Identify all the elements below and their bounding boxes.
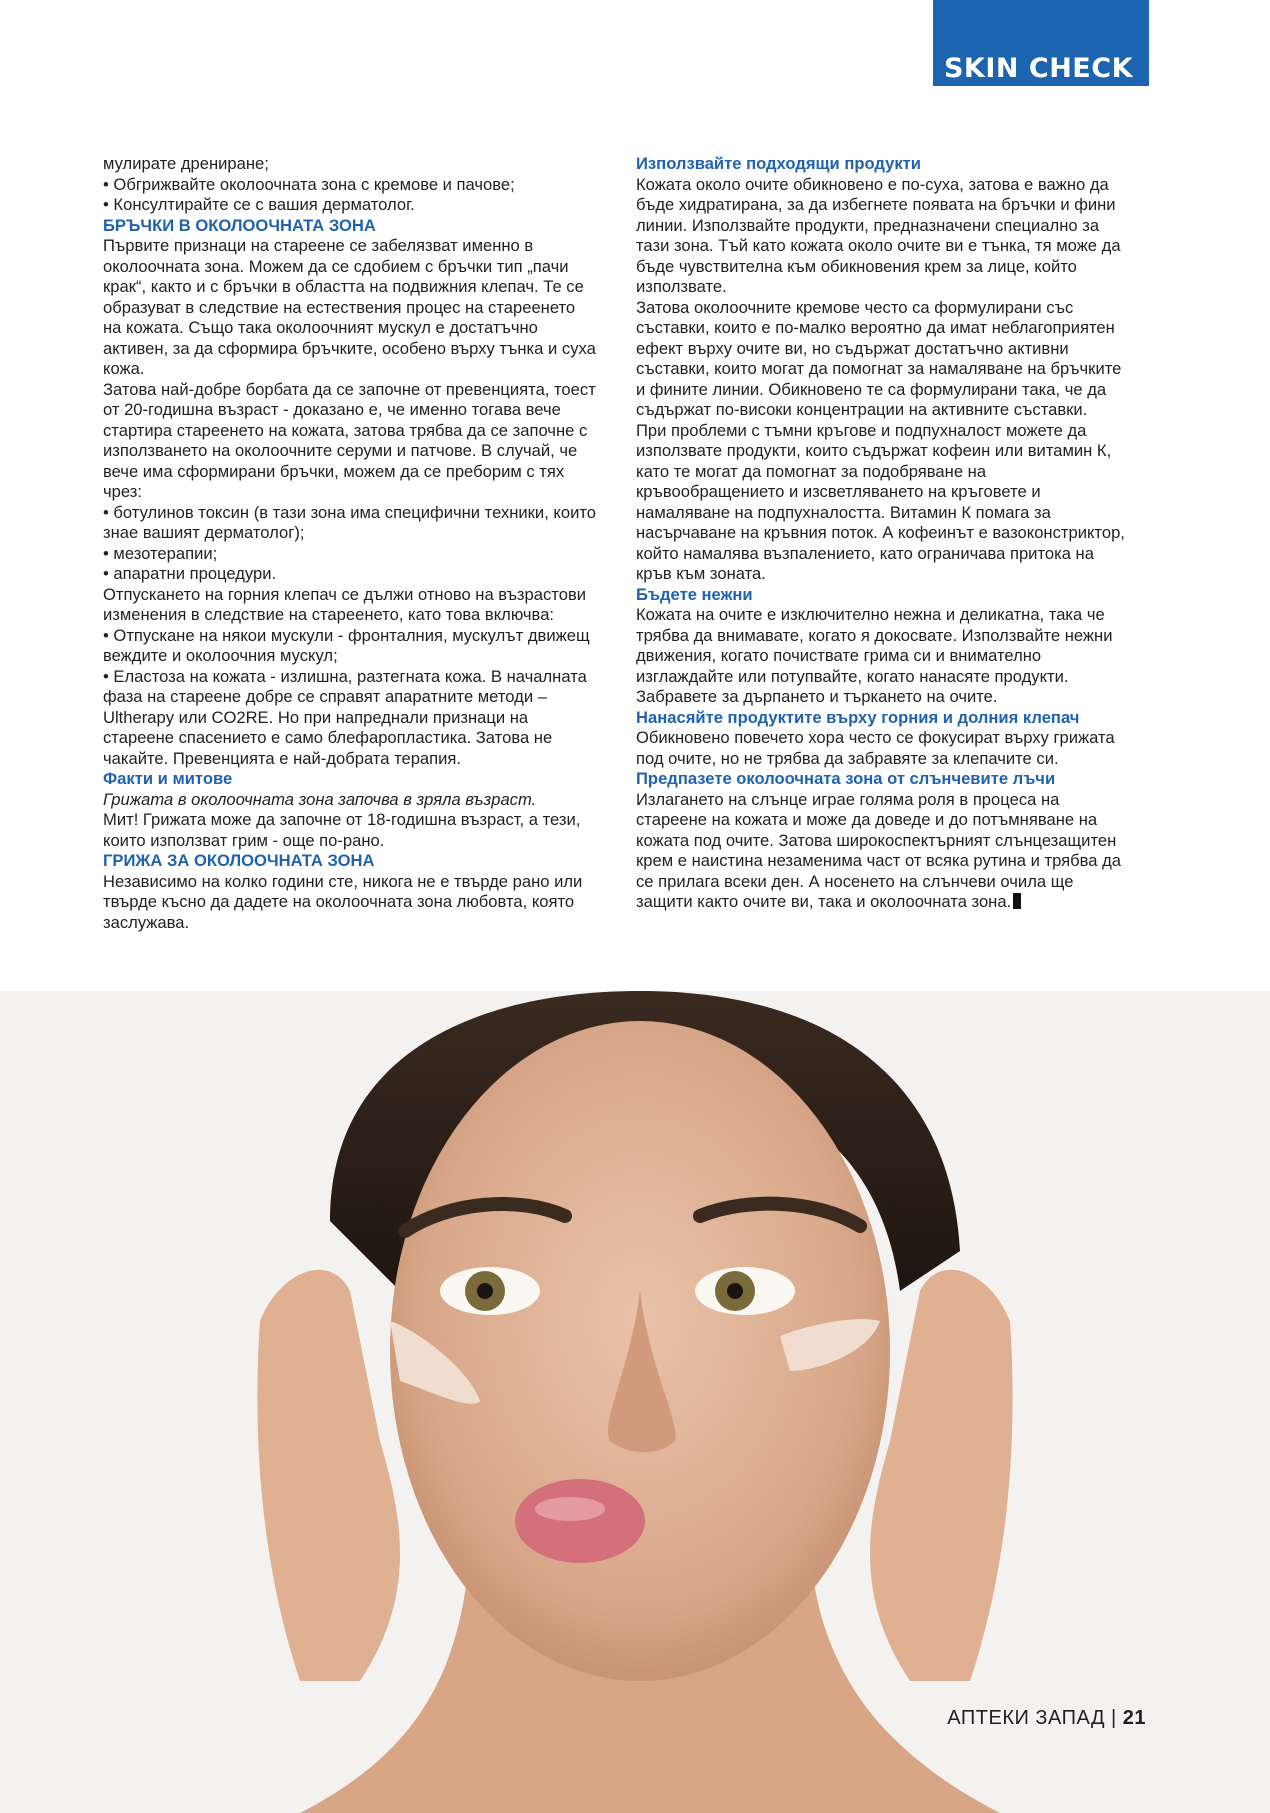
body-paragraph: Мит! Грижата може да започне от 18-годишна възраст, а тези, които използват грим - още по-рано.	[103, 810, 581, 850]
page-footer	[947, 1707, 1146, 1730]
end-of-article-mark	[1013, 893, 1021, 909]
section-heading: Нанасяйте продуктите върху горния и долния клепач	[636, 707, 1080, 727]
body-paragraph: Отпускането на горния клепач се дължи отново на възрастови изменения в следствие на стареенето, като това включва:	[103, 584, 587, 624]
body-paragraph: Кожата около очите обикновено е по-суха, затова е важно да бъде хидратирана, за да избегнете появата на бръчки и фини линии. Използвайте продукти, предназначени специално за тази зона. Тъй като кожата около очите ви е тънка, тя може да бъде чувствителна към обикновения крем за лице, който използвате.	[636, 174, 1121, 296]
bullet-item: • Консултирайте се с вашия дерматолог.	[103, 195, 596, 216]
body-paragraph: Кожата на очите е изключително нежна и деликатна, така че трябва да внимавате, когато я докосвате. Използвайте нежни движения, когато почиствате грима си и внимателно изглаждайте или потупвайте, когато нанасяте продукти. Забравете за дърпането и търкането на очите.	[636, 605, 1113, 706]
myth-statement: Грижата в околоочната зона започва в зряла възраст.	[103, 789, 537, 809]
bullet-item: • апаратни процедури.	[103, 564, 596, 585]
bullet-item: • Отпускане на някои мускули - фронталния, мускулът движещ веждите и околоочния мускул;	[103, 626, 596, 667]
body-paragraph: При проблеми с тъмни кръгове и подпухналост можете да използвате продукти, които съдържат кофеин или витамин К, като те могат да помогнат за подобряване на кръвообращението и изсветляването на кръговете и намаляване на подпухналостта. Витамин К помага за насърчаване на кръвния поток. А кофеинът е вазоконстриктор, който намалява възпалението, като ограничава притока на кръв към зоната.	[636, 420, 1125, 583]
body-paragraph: Затова най-добре борбата да се започне от превенцията, тоест от 20-годишна възраст - доказано е, че именно тогава вече стартира стареенето на кожата, затова трябва да се започне с използването на околоочните серуми и патчове. В случай, че вече има сформирани бръчки, можем да се преборим с тях чрез:	[103, 379, 596, 501]
publication-name: АПТЕКИ ЗАПАД	[947, 1707, 1106, 1729]
page-number: 21	[1122, 1707, 1146, 1729]
bullet-item: • мезотерапии;	[103, 544, 596, 565]
bullet-item: • Еластоза на кожата - излишна, разтегната кожа. В началната фаза на стареене добре се справят апаратните методи – Ultherapy или CO2RE. Но при напреднали признаци на стареене спасението е само блефаропластика. Затова не чакайте. Превенцията е най-добрата терапия.	[103, 667, 596, 770]
body-paragraph: Затова околоочните кремове често са формулирани със съставки, които е по-малко вероятно да имат неблагоприятен ефект върху очите ви, но съдържат достатъчно активни съставки, които могат да помогнат за намаляване на бръчките и фините линии. Обикновено те са формулирани така, че да съдържат по-високи концентрации на активните съставки.	[636, 297, 1122, 419]
body-paragraph: Обикновено повечето хора често се фокусират върху грижата под очите, но не трябва да забравяте за клепачите си.	[636, 728, 1115, 768]
section-tag	[933, 0, 1149, 86]
section-tag-label: SKIN CHECK	[943, 53, 1133, 84]
hero-photo	[0, 991, 1270, 1813]
woman-applying-eye-cream-illustration	[0, 991, 1270, 1813]
body-paragraph: Излагането на слънце играе голяма роля в процеса на стареене на кожата и може да доведе и до потъмняване на кожата под очите. Затова широкоспектърният слънцезащитен крем е наистина незаменима част от всяка рутина и трябва да се прилага всеки ден. А носенето на слънчеви очила ще защити както очите ви, така и околоочната зона.	[636, 789, 1122, 911]
section-heading: Използвайте подходящи продукти	[636, 154, 921, 173]
body-paragraph: Първите признаци на стареене се забелязват именно в околоочната зона. Можем да се сдобием с бръчки тип „пачи крак“, както и с бръчки в областта на подвижния клепач. Те се образуват в следствие на естествения процес на стареенето на кожата. Също така околоочният мускул е достатъчно активен, за да сформира бръчките, особено върху тънка и суха кожа.	[103, 236, 596, 378]
body-paragraph: Независимо на колко години сте, никога не е твърде рано или твърде късно да дадете на околоочната зона любовта, която заслужава.	[103, 871, 583, 932]
bullet-item: • ботулинов токсин (в тази зона има специфични техники, които знае вашият дерматолог);	[103, 503, 596, 544]
body-paragraph: мулирате дрениране;	[103, 154, 269, 173]
section-heading: БРЪЧКИ В ОКОЛООЧНАТА ЗОНА	[103, 215, 376, 235]
section-heading: Предпазете околоочната зона от слънчевите лъчи	[636, 769, 1056, 788]
section-heading: Бъдете нежни	[636, 584, 753, 604]
section-heading: Факти и митове	[103, 769, 233, 788]
bullet-item: • Обгрижвайте околоочната зона с кремове и пачове;	[103, 175, 596, 196]
left-column	[103, 154, 596, 933]
footer-separator: |	[1111, 1707, 1117, 1729]
right-column	[636, 154, 1133, 913]
section-heading: ГРИЖА ЗА ОКОЛООЧНАТА ЗОНА	[103, 851, 375, 870]
